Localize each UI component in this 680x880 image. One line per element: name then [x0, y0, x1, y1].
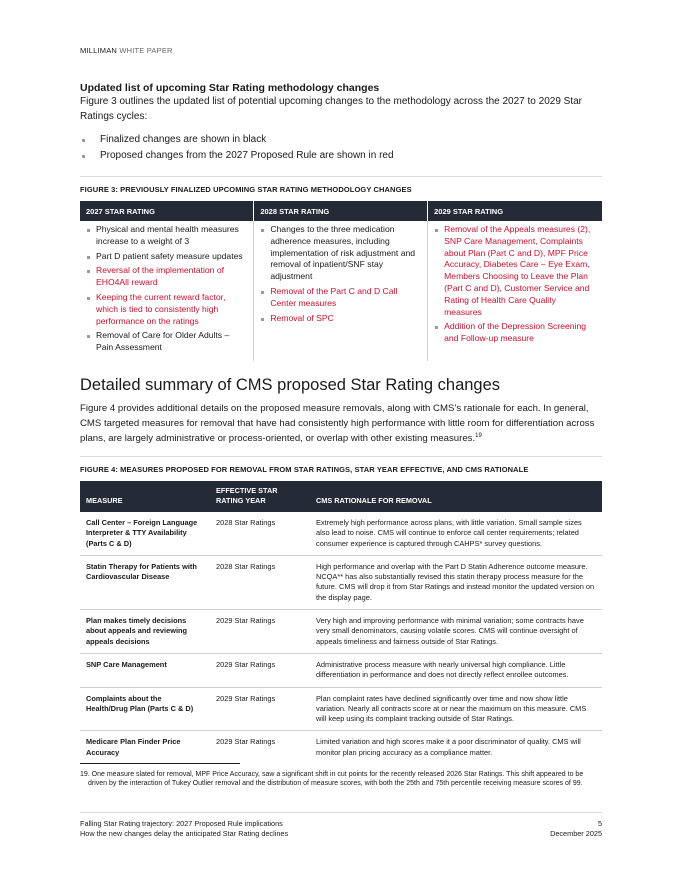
section2-heading: Detailed summary of CMS proposed Star Rating changes	[80, 375, 501, 394]
figure3-col-2027	[80, 221, 254, 361]
figure3-header-2028: 2028 STAR RATING	[254, 201, 428, 221]
year-cell: 2029 Star Ratings	[210, 653, 310, 687]
section2-paragraph	[80, 401, 602, 446]
change-item: Changes to the three medication adherence measures, including implementation of risk adjustment and removal of inpatient/SNF stay adjustment	[260, 224, 421, 283]
table-row	[80, 731, 602, 764]
figure4-header-rationale: CMS RATIONALE FOR REMOVAL	[310, 481, 602, 512]
footer-divider	[80, 812, 602, 813]
page-content	[80, 82, 602, 764]
header-brand: MILLIMAN	[80, 46, 118, 55]
figure3-col-2029	[428, 221, 602, 361]
change-item: Reversal of the implementation of EHO4All reward	[86, 265, 247, 289]
change-item: Removal of the Part C and D Call Center measures	[260, 286, 421, 310]
table-row	[80, 555, 602, 609]
section2-text: Figure 4 provides additional details on the proposed measure removals, along with CMS’s rationale for each. In general, CMS targeted measures for removal that have had consistently high performance with little room for differentiation across plans, are largely administrative or process-oriented, or overlap with other existing measures.	[80, 402, 595, 444]
measure-cell: SNP Care Management	[80, 653, 210, 687]
table-row	[80, 512, 602, 555]
divider	[80, 176, 602, 177]
footer-right	[550, 819, 602, 838]
change-item: Removal of SPC	[260, 313, 421, 325]
measure-cell: Medicare Plan Finder Price Accuracy	[86, 737, 181, 757]
footnote	[80, 770, 602, 789]
figure3-col-2028	[254, 221, 428, 361]
figure3-title: FIGURE 3: PREVIOUSLY FINALIZED UPCOMING STAR RATING METHODOLOGY CHANGES	[80, 185, 412, 194]
year-cell: 2029 Star Ratings	[216, 737, 276, 747]
page-header	[80, 46, 173, 55]
table-row	[80, 610, 602, 654]
rationale-cell: Very high and improving performance with minimal variation; some contracts have very small denominators, causing volatile scores. CMS will continue oversight of appeals timeliness and fairness outside of Star Ratings.	[310, 610, 602, 654]
change-item: Removal of Care for Older Adults – Pain Assessment	[86, 330, 247, 354]
rationale-cell: Limited variation and high scores make it a poor discriminator of quality. CMS will monitor plan pricing accuracy as a compliance matter.	[316, 737, 581, 757]
measure-cell: Statin Therapy for Patients with Cardiovascular Disease	[80, 555, 210, 609]
figure3-header-2029: 2029 STAR RATING	[428, 201, 602, 221]
rationale-cell: Plan complaint rates have declined significantly over time and now show little variation. Nearly all contracts score at or near the maximum on this measure. CMS will keep using its complaint tracking outside of Star Ratings.	[310, 687, 602, 731]
year-cell: 2029 Star Ratings	[210, 687, 310, 731]
footer-subtitle: How the new changes delay the anticipated Star Rating declines	[80, 828, 289, 838]
figure4-header-year: EFFECTIVE STAR RATING YEAR	[210, 481, 310, 512]
year-cell: 2028 Star Ratings	[210, 555, 310, 609]
measure-cell: Plan makes timely decisions about appeals and reviewing appeals decisions	[80, 610, 210, 654]
table-row	[80, 687, 602, 731]
change-item: Part D patient safety measure updates	[86, 251, 247, 263]
figure4-title: FIGURE 4: MEASURES PROPOSED FOR REMOVAL FROM STAR RATINGS, STAR YEAR EFFECTIVE, AND CMS RATIONALE	[80, 464, 529, 474]
rationale-cell: High performance and overlap with the Part D Statin Adherence outcome measure. NCQA** has also substantially revised this statin therapy process measure for the future. CMS will drop it from Star Ratings and instead monitor the updated version on the display page.	[310, 555, 602, 609]
rationale-cell: Administrative process measure with nearly universal high compliance. Little differentiation in performance and does not directly reflect enrollee outcomes.	[310, 653, 602, 687]
figure4-table	[80, 481, 602, 764]
divider	[80, 456, 602, 457]
footer-title: Falling Star Rating trajectory: 2027 Proposed Rule implications	[80, 819, 283, 828]
page-number: 5	[597, 819, 602, 828]
footnote-text: 19. One measure slated for removal, MPF Price Accuracy, saw a significant shift in cut points for the recently released 2026 Star Ratings. This shift appeared to be driven by the interaction of Tukey Outlier removal and the distribution of measure scores, with both the 25th and 75th percentile receiving measure scores of 99.	[80, 771, 584, 788]
change-item: Physical and mental health measures increase to a weight of 3	[86, 224, 247, 248]
legend-item-finalized: Finalized changes are shown in black	[80, 132, 602, 148]
year-cell: 2029 Star Ratings	[210, 610, 310, 654]
section-intro: Figure 3 outlines the updated list of potential upcoming changes to the methodology across the 2027 to 2029 Star Ratings cycles:	[80, 96, 582, 122]
footnote-ref[interactable]: 19	[475, 432, 482, 439]
measure-cell: Complaints about the Health/Drug Plan (Parts C & D)	[80, 687, 210, 731]
figure3-table	[80, 201, 602, 361]
page-footer	[80, 819, 602, 838]
legend-list	[80, 132, 602, 164]
legend-item-proposed: Proposed changes from the 2027 Proposed Rule are shown in red	[80, 148, 602, 164]
rationale-cell: Extremely high performance across plans, with little variation. Small sample sizes also lead to noise. CMS will continue to enforce call center requirements; related consumer experience is captured through CAHPS* survey questions.	[310, 512, 602, 555]
table-row	[80, 653, 602, 687]
measure-cell: Call Center – Foreign Language Interpreter & TTY Availability (Parts C & D)	[80, 512, 210, 555]
change-item: Keeping the current reward factor, which is tied to consistently high performance on the ratings	[86, 292, 247, 327]
section-heading: Updated list of upcoming Star Rating methodology changes	[80, 82, 380, 94]
change-item: Addition of the Depression Screening and Follow-up measure	[434, 321, 596, 345]
year-cell: 2028 Star Ratings	[210, 512, 310, 555]
figure4-header-measure: MEASURE	[80, 481, 210, 512]
footnote-divider	[80, 763, 240, 764]
footer-date: December 2025	[550, 828, 602, 838]
figure3-header-2027: 2027 STAR RATING	[80, 201, 254, 221]
header-subtitle: WHITE PAPER	[119, 46, 173, 55]
change-item: Removal of the Appeals measures (2), SNP Care Management, Complaints about Plan (Part C and D), MPF Price Accuracy, Diabetes Care – Eye Exam, Members Choosing to Leave the Plan (Part C and D), Customer Service and Rating of Health Care Quality measures	[434, 224, 596, 318]
